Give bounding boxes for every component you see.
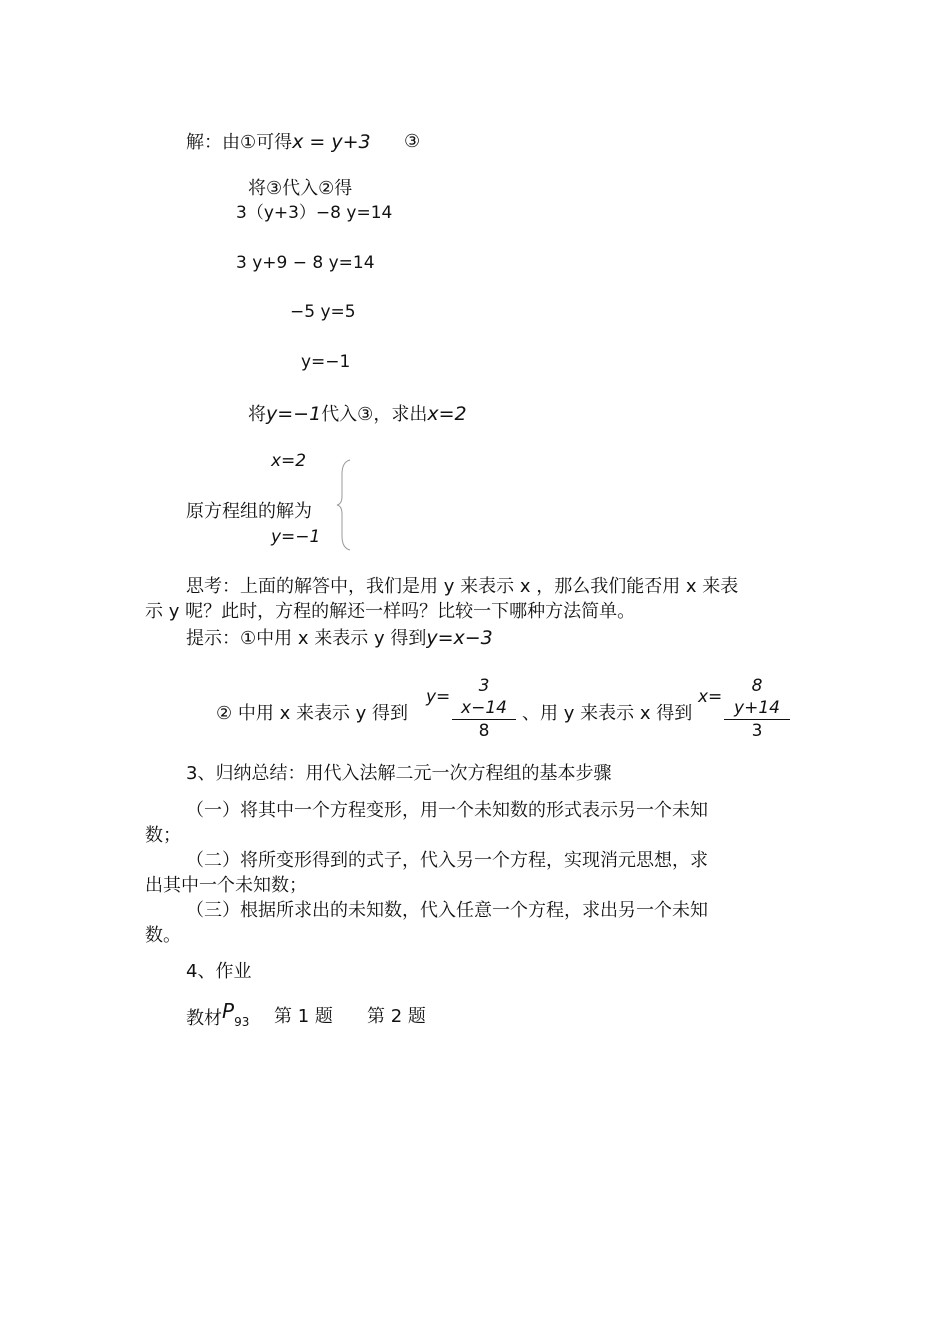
- think-line-2: 示 y 呢？此时，方程的解还一样吗？比较一下哪种方法简单。: [145, 601, 636, 622]
- system-brace-icon: [336, 458, 352, 552]
- equation: x = y+3: [292, 131, 371, 153]
- homework-book: 教材: [186, 1008, 222, 1029]
- solution-step-2: 将③代入②得: [248, 178, 353, 199]
- equation: x=2: [427, 403, 467, 425]
- equation-line: y=−1: [301, 352, 351, 372]
- summary-step-1: （一）将其中一个方程变形，用一个未知数的形式表示另一个未知: [186, 800, 708, 821]
- page-variable: P: [222, 999, 235, 1023]
- solution-text: 将: [248, 404, 266, 425]
- summary-step-2: （二）将所变形得到的式子，代入另一个方程，实现消元思想，求: [186, 850, 708, 871]
- equation-line: −5 y=5: [290, 302, 356, 322]
- solution-step-1: [186, 131, 371, 154]
- hint-line-2a: ② 中用 x 来表示 y 得到: [216, 703, 409, 724]
- think-line-1: 思考：上面的解答中，我们是用 y 来表示 x ，那么我们能否用 x 来表: [186, 576, 739, 597]
- solution-step-7: [248, 403, 467, 426]
- fraction-denominator: 3: [751, 721, 763, 741]
- homework-heading: 4、作业: [186, 961, 252, 982]
- fraction-numerator: 3 x−14: [452, 675, 516, 720]
- homework-question-2: 第 2 题: [367, 1006, 426, 1027]
- system-y: y=−1: [271, 527, 321, 547]
- equation-tag: ③: [404, 131, 421, 152]
- page-subscript: 93: [234, 1015, 250, 1029]
- system-x: x=2: [271, 451, 307, 471]
- homework-line: [186, 999, 250, 1031]
- summary-step-3: （三）根据所求出的未知数，代入任意一个方程，求出另一个未知: [186, 900, 708, 921]
- fraction-denominator: 8: [478, 721, 490, 741]
- hint-text: 提示：①中用 x 来表示 y 得到: [186, 628, 427, 649]
- equation-lhs: x=: [698, 687, 723, 707]
- equation-line: 3 y+9 − 8 y=14: [236, 253, 375, 273]
- fraction: [724, 675, 790, 742]
- system-label: 原方程组的解为: [186, 501, 312, 522]
- summary-step-3-cont: 数。: [145, 925, 181, 946]
- solution-text: 解：由①可得: [186, 132, 293, 153]
- homework-question-1: 第 1 题: [274, 1006, 333, 1027]
- fraction-numerator: 8 y+14: [724, 675, 790, 720]
- equation: y=x−3: [426, 627, 493, 649]
- hint-line-2b: 、用 y 来表示 x 得到: [522, 703, 693, 724]
- hint-line-1: [186, 627, 493, 650]
- summary-step-1-cont: 数；: [145, 825, 181, 846]
- fraction: [452, 675, 516, 742]
- summary-heading: 3、归纳总结：用代入法解二元一次方程组的基本步骤: [186, 763, 612, 784]
- summary-step-2-cont: 出其中一个未知数；: [145, 875, 307, 896]
- equation-line: 3（y+3）−8 y=14: [236, 203, 393, 223]
- solution-text: 代入③，求出: [321, 404, 428, 425]
- equation-lhs: y=: [426, 687, 451, 707]
- equation: y=−1: [266, 403, 322, 425]
